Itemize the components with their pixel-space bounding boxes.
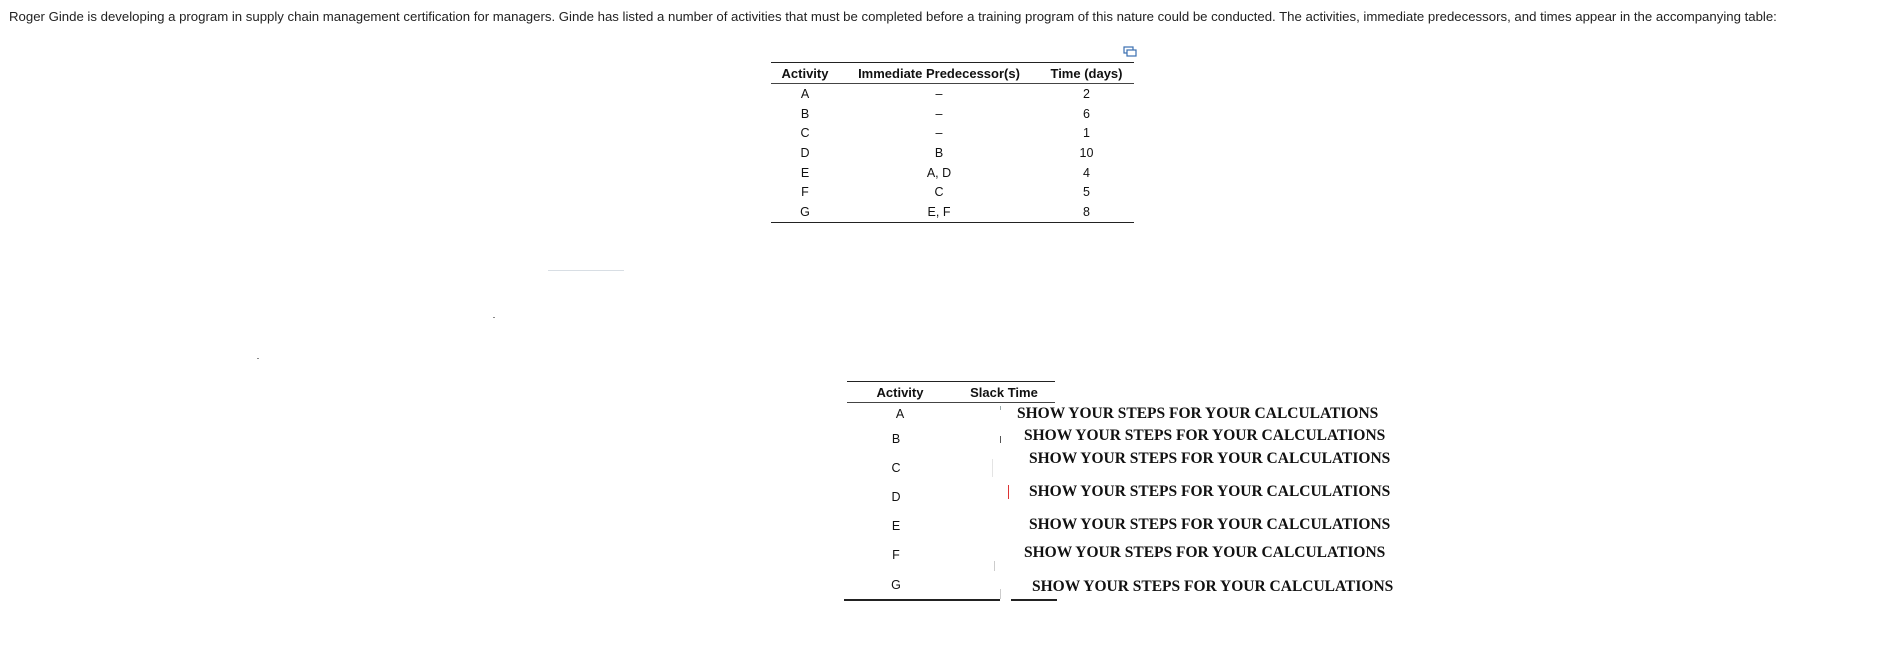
copy-table-icon[interactable]: [1123, 46, 1137, 58]
slack-answer-text: SHOW YOUR STEPS FOR YOUR CALCULATIONS: [1032, 578, 1394, 595]
slack-answer-text: SHOW YOUR STEPS FOR YOUR CALCULATIONS: [1029, 483, 1391, 500]
table-bottom-rule: [1011, 599, 1057, 601]
input-cursor-mark: [1000, 589, 1001, 599]
input-cursor-mark: [1000, 406, 1001, 410]
table-row: [771, 143, 1134, 163]
header-predecessors: Immediate Predecessor(s): [858, 65, 1020, 81]
activity-table: [771, 62, 1134, 223]
activity-cell: C: [800, 126, 810, 141]
slack-activity-cell: B: [891, 432, 901, 446]
input-cursor-mark: [992, 459, 993, 477]
header-activity: Activity: [876, 384, 924, 400]
input-cursor-mark: [994, 561, 995, 571]
predecessor-cell: –: [935, 106, 943, 121]
table-row: [771, 182, 1134, 202]
scan-artifact-dot: [257, 358, 259, 359]
table-row: [771, 202, 1134, 222]
input-cursor-mark: [1000, 436, 1001, 443]
slack-table-header: [847, 381, 1055, 403]
scan-artifact-line: [548, 270, 624, 271]
predecessor-cell: C: [934, 185, 944, 200]
time-cell: 2: [1083, 86, 1090, 101]
activity-cell: B: [800, 106, 810, 121]
table-bottom-rule: [844, 599, 1000, 601]
slack-activity-cell: G: [891, 578, 901, 592]
header-time: Time (days): [1050, 65, 1123, 81]
predecessor-cell: A, D: [926, 165, 952, 180]
slack-activity-cell: D: [891, 490, 901, 504]
activity-table-header: [771, 63, 1134, 84]
activity-cell: A: [800, 86, 810, 101]
header-activity: Activity: [781, 65, 829, 81]
slack-activity-cell: E: [891, 519, 901, 533]
input-cursor-mark: [1008, 485, 1009, 499]
predecessor-cell: –: [935, 86, 943, 101]
time-cell: 6: [1083, 106, 1090, 121]
scan-artifact-dot: [493, 317, 495, 318]
table-row: [771, 84, 1134, 104]
table-row: [771, 163, 1134, 183]
slack-activity-cell: F: [892, 548, 900, 562]
slack-answer-text: SHOW YOUR STEPS FOR YOUR CALCULATIONS: [1017, 405, 1379, 422]
slack-activity-cell: C: [891, 461, 901, 475]
time-cell: 4: [1083, 165, 1090, 180]
table-row: [771, 104, 1134, 124]
activity-cell: G: [800, 204, 810, 219]
slack-answer-text: SHOW YOUR STEPS FOR YOUR CALCULATIONS: [1024, 544, 1386, 561]
time-cell: 1: [1083, 126, 1090, 141]
problem-intro: Roger Ginde is developing a program in supply chain management certification for managers. Ginde has listed a number of activities that must be completed before a training program of this nature could be conducted. The activities, immediate predecessors, and times appear in the accompanying table:: [9, 9, 1777, 24]
header-slack-time: Slack Time: [970, 384, 1038, 400]
slack-answer-text: SHOW YOUR STEPS FOR YOUR CALCULATIONS: [1029, 450, 1391, 467]
predecessor-cell: B: [934, 145, 944, 160]
slack-activity-cell: A: [895, 407, 905, 421]
predecessor-cell: –: [935, 126, 943, 141]
activity-cell: E: [800, 165, 810, 180]
activity-cell: D: [800, 145, 810, 160]
slack-answer-text: SHOW YOUR STEPS FOR YOUR CALCULATIONS: [1024, 427, 1386, 444]
predecessor-cell: E, F: [927, 204, 951, 219]
slack-answer-text: SHOW YOUR STEPS FOR YOUR CALCULATIONS: [1029, 516, 1391, 533]
activity-cell: F: [801, 185, 809, 200]
table-row: [771, 123, 1134, 143]
time-cell: 8: [1083, 204, 1090, 219]
time-cell: 5: [1083, 185, 1090, 200]
time-cell: 10: [1079, 145, 1094, 160]
